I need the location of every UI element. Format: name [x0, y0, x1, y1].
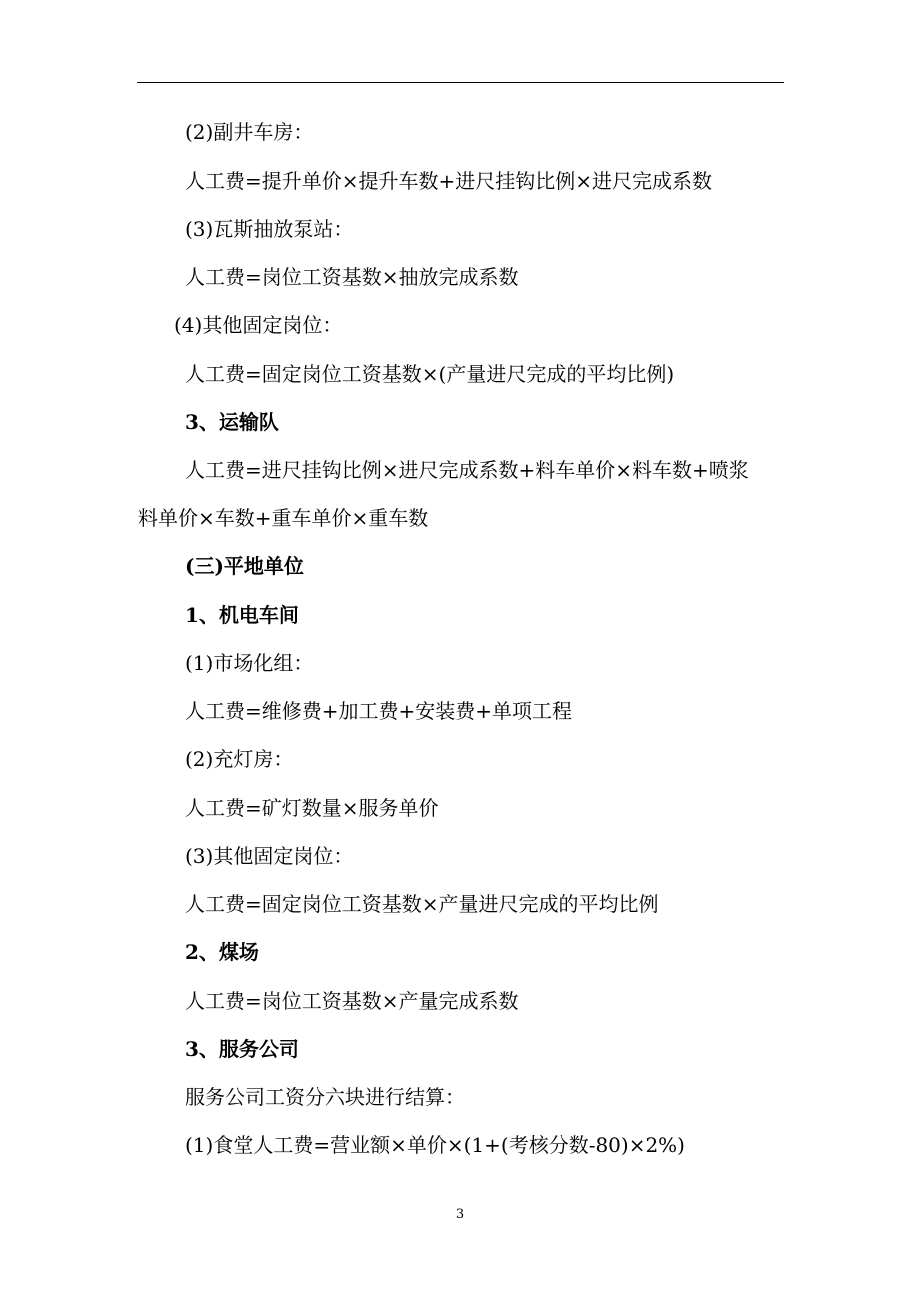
subsection-heading: (3)其他固定岗位： — [185, 844, 354, 868]
subsection-heading: (3)瓦斯抽放泵站： — [185, 217, 354, 241]
formula-line: 人工费=进尺挂钩比例×进尺完成系数+料车单价×料车数+喷浆 — [185, 458, 749, 482]
section-heading: 3、运输队 — [185, 410, 279, 434]
subsection-heading: (2)充灯房： — [185, 747, 294, 771]
formula-line: 人工费=矿灯数量×服务单价 — [185, 796, 439, 820]
page-number: 3 — [455, 1207, 465, 1222]
subsection-heading: (2)副井车房： — [185, 120, 314, 144]
formula-line: 人工费=岗位工资基数×抽放完成系数 — [185, 265, 519, 289]
formula-line: 人工费=固定岗位工资基数×产量进尺完成的平均比例 — [185, 892, 659, 916]
formula-line: 人工费=提升单价×提升车数+进尺挂钩比例×进尺完成系数 — [185, 169, 713, 193]
formula-line: (1)食堂人工费=营业额×单价×(1+(考核分数-80)×2%) — [185, 1133, 685, 1157]
formula-line: 人工费=固定岗位工资基数×(产量进尺完成的平均比例) — [185, 362, 675, 386]
section-heading: 3、服务公司 — [185, 1037, 299, 1061]
body-text: 服务公司工资分六块进行结算： — [185, 1085, 465, 1109]
section-heading: 2、煤场 — [185, 940, 259, 964]
formula-line: 人工费=维修费+加工费+安装费+单项工程 — [185, 699, 573, 723]
formula-line: 人工费=岗位工资基数×产量完成系数 — [185, 989, 519, 1013]
formula-line-continued: 料单价×车数+重车单价×重车数 — [138, 506, 429, 530]
section-heading: (三)平地单位 — [185, 554, 304, 578]
header-rule — [137, 82, 784, 83]
subsection-heading: (4)其他固定岗位： — [174, 313, 343, 337]
section-heading: 1、机电车间 — [185, 603, 299, 627]
subsection-heading: (1)市场化组： — [185, 651, 314, 675]
